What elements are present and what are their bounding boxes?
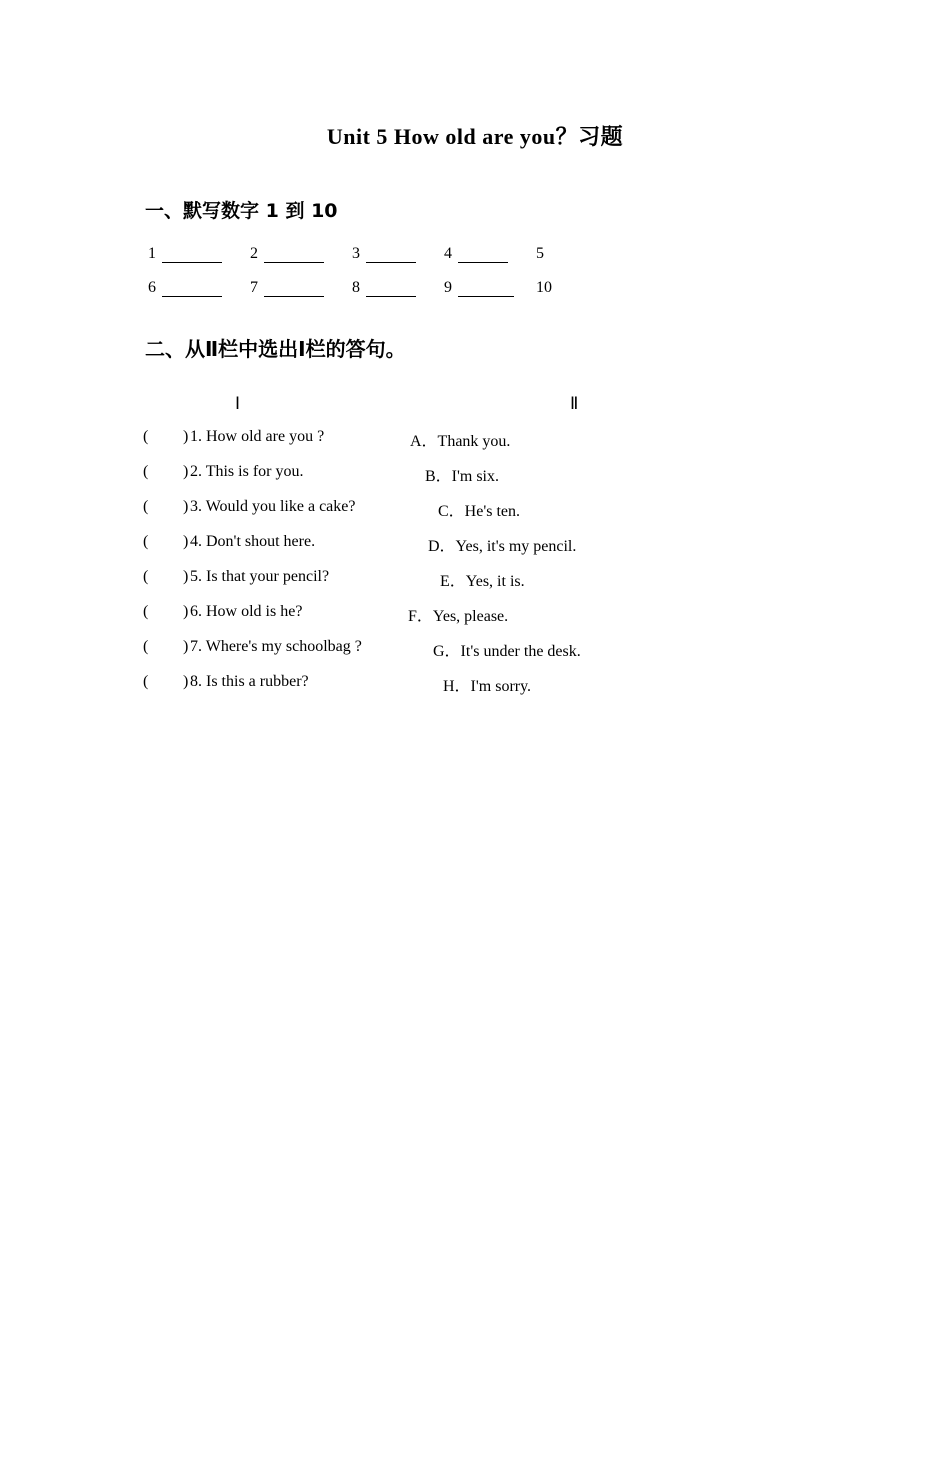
- question-text: 8. Is this a rubber?: [190, 673, 309, 690]
- number-label: 6: [148, 279, 156, 296]
- answer-option-text: G．It's under the desk.: [433, 643, 581, 660]
- answer-option-text: B．I'm six.: [425, 468, 500, 485]
- column-header-right: Ⅱ: [570, 394, 579, 413]
- number-item: [444, 279, 514, 297]
- question-text: 1. How old are you ?: [190, 428, 325, 445]
- answer-option-text: E．Yes, it is.: [440, 573, 525, 590]
- question-text: 5. Is that your pencil?: [190, 568, 330, 585]
- number-label: 9: [444, 279, 452, 296]
- column-header-left: Ⅰ: [235, 394, 241, 413]
- answer-paren-close: ): [183, 568, 189, 585]
- match-row: [140, 533, 810, 568]
- number-label: 2: [250, 245, 258, 262]
- section-1-heading: 一、默写数字 1 到 10: [145, 200, 338, 222]
- match-row: [140, 603, 810, 638]
- match-row: [140, 638, 810, 673]
- number-label: 7: [250, 279, 258, 296]
- write-blank[interactable]: [458, 249, 508, 263]
- match-row: [140, 428, 810, 463]
- answer-paren-close: ): [183, 533, 189, 550]
- write-blank[interactable]: [162, 283, 222, 297]
- answer-option-text: H．I'm sorry.: [443, 678, 532, 695]
- answer-option-text: D．Yes, it's my pencil.: [428, 538, 577, 555]
- number-label: 1: [148, 245, 156, 262]
- answer-paren-close: ): [183, 463, 189, 480]
- write-blank[interactable]: [264, 249, 324, 263]
- number-label: 5: [536, 245, 544, 262]
- write-blank[interactable]: [264, 283, 324, 297]
- number-item: [148, 279, 222, 297]
- match-row: [140, 498, 810, 533]
- question-text: 6. How old is he?: [190, 603, 303, 620]
- section-2-heading: 二、从Ⅱ栏中选出Ⅰ栏的答句。: [145, 337, 406, 361]
- number-item: [250, 279, 324, 297]
- answer-paren-open: (: [143, 603, 149, 620]
- answer-paren-close: ): [183, 638, 189, 655]
- document-page: [0, 120, 950, 1464]
- number-item: [536, 245, 544, 263]
- match-columns-header: [140, 394, 810, 416]
- answer-paren-close: ): [183, 673, 189, 690]
- answer-option-text: F．Yes, please.: [408, 608, 509, 625]
- question-text: 2. This is for you.: [190, 463, 304, 480]
- answer-paren-open: (: [143, 673, 149, 690]
- answer-paren-close: ): [183, 428, 189, 445]
- number-item: [148, 245, 222, 263]
- question-text: 7. Where's my schoolbag ?: [190, 638, 362, 655]
- number-item: [444, 245, 508, 263]
- answer-paren-close: ): [183, 498, 189, 515]
- answer-paren-open: (: [143, 638, 149, 655]
- match-list: [140, 428, 810, 708]
- answer-option-text: A．Thank you.: [410, 433, 511, 450]
- write-blank[interactable]: [366, 249, 416, 263]
- number-item: [250, 245, 324, 263]
- question-text: 4. Don't shout here.: [190, 533, 316, 550]
- question-text: 3. Would you like a cake?: [190, 498, 356, 515]
- numbers-row-2: [148, 279, 810, 297]
- match-row: [140, 568, 810, 603]
- number-label: 3: [352, 245, 360, 262]
- answer-option-text: C．He's ten.: [438, 503, 520, 520]
- answer-paren-open: (: [143, 568, 149, 585]
- match-row: [140, 463, 810, 498]
- number-label: 4: [444, 245, 452, 262]
- number-label: 8: [352, 279, 360, 296]
- number-item: [536, 279, 552, 297]
- answer-paren-open: (: [143, 463, 149, 480]
- write-blank[interactable]: [162, 249, 222, 263]
- write-blank[interactable]: [366, 283, 416, 297]
- number-item: [352, 279, 416, 297]
- match-row: [140, 673, 810, 708]
- number-item: [352, 245, 416, 263]
- numbers-row-1: [148, 245, 810, 263]
- answer-paren-close: ): [183, 603, 189, 620]
- number-label: 10: [536, 279, 552, 296]
- answer-paren-open: (: [143, 428, 149, 445]
- answer-paren-open: (: [143, 533, 149, 550]
- answer-paren-open: (: [143, 498, 149, 515]
- page-title: Unit 5 How old are you？习题: [326, 124, 624, 149]
- write-blank[interactable]: [458, 283, 514, 297]
